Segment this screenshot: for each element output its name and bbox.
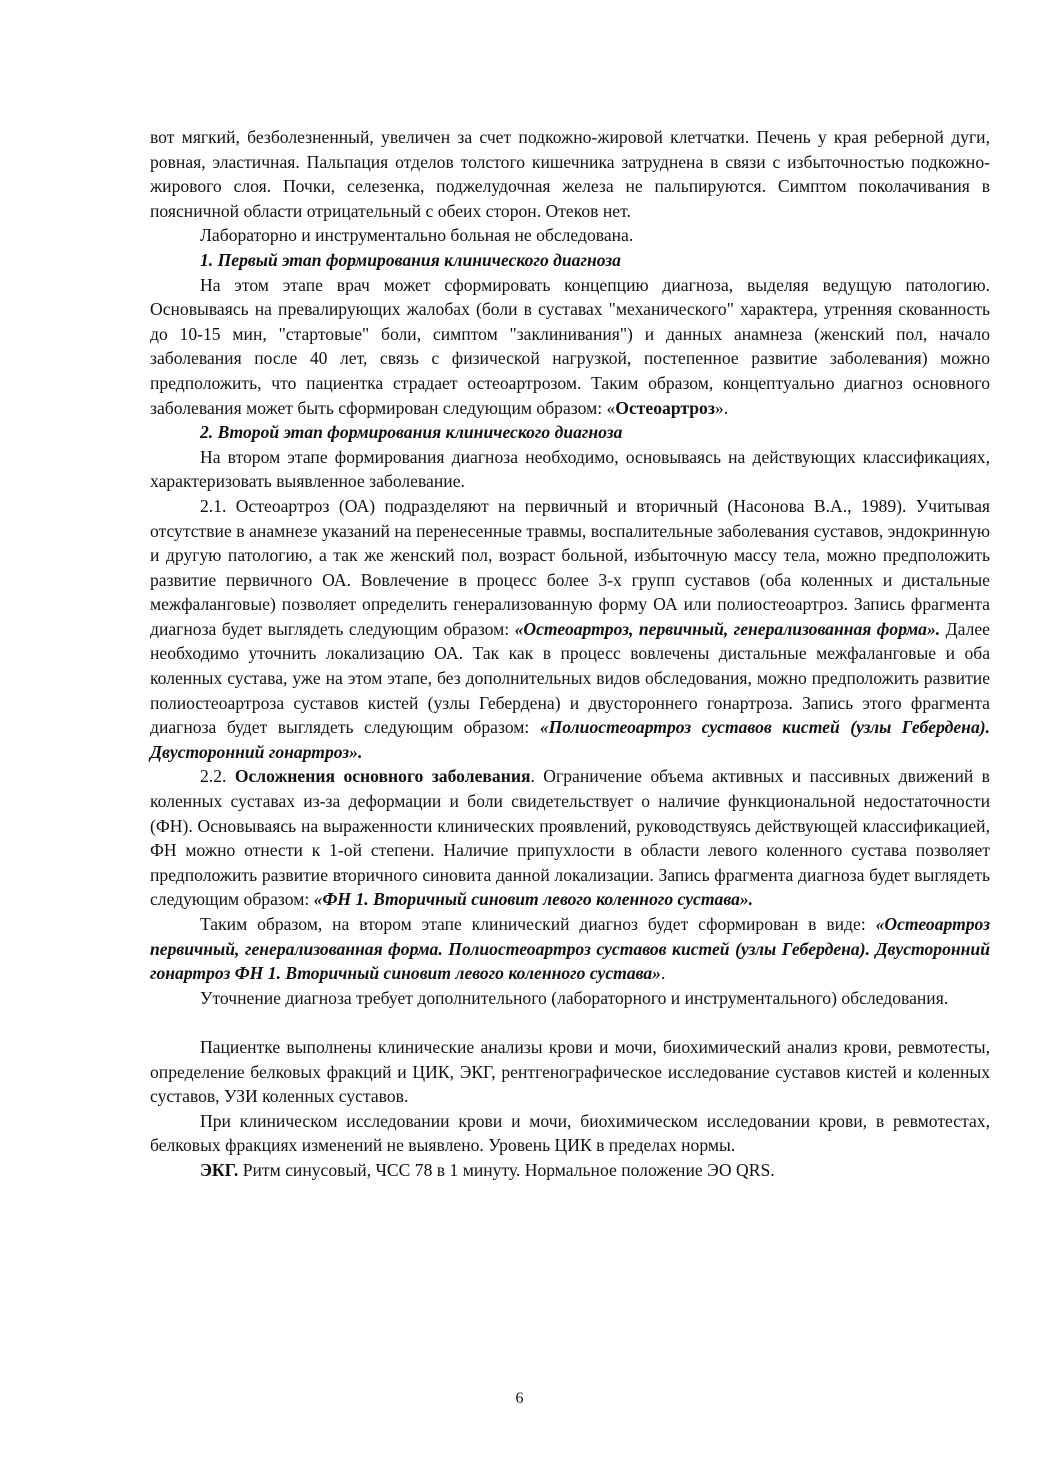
summary-end: .: [660, 963, 666, 984]
paragraph-stage-1: [150, 273, 990, 421]
p21-text-2: Далее необходимо уточнить локализацию ОА. Так как в процесс вовлечены дистальные межфаланговые и оба коленных сустава, уже на этом этапе, без дополнительных видов обследования, можно предположить развитие полиостеоартроза суставов кистей (узлы Гебердена) и двустороннего гонартроза. Запись этого фрагмента диагноза будет выглядеть следующим образом:: [150, 618, 990, 738]
paragraph-2-2: [150, 764, 990, 912]
paragraph-2-1: [150, 494, 990, 765]
summary-text: Таким образом, на втором этапе клинический диагноз будет сформирован в виде:: [200, 914, 876, 934]
heading-stage-1: 1. Первый этап формирования клинического диагноза: [200, 249, 621, 270]
stage-1-text: На этом этапе врач может сформировать концепцию диагноза, выделяя ведущую патологию. Основываясь на превалирующих жалобах (боли в суставах "механического" характера, утренняя скованность до 10-15 мин, "стартовые" боли, симптом "заклинивания") и данных анамнеза (женский пол, начало заболевания после 40 лет, связь с физической нагрузкой, постепенное развитие заболевания) можно предположить, что пациентка страдает остеоартрозом. Таким образом, концептуально диагноз основного заболевания может быть сформирован следующим образом: «: [150, 274, 990, 418]
p22-heading: Осложнения основного заболевания: [234, 766, 531, 787]
p22-diagnosis: «ФН 1. Вторичный синовит левого коленного сустава».: [313, 889, 754, 910]
p22-start: 2.2.: [200, 766, 235, 787]
summary-diagnosis: «Остеоартроз первичный, генерализованная форма. Полиостеоартроз суставов кистей (узлы Гебердена). Двусторонний гонартроз ФН 1. Вторичный синовит левого коленного сустава»: [150, 914, 990, 984]
page-number: 6: [515, 1390, 524, 1407]
stage-1-end: ».: [714, 397, 729, 418]
heading-stage-2: 2. Второй этап формирования клинического диагноза: [200, 422, 623, 443]
paragraph-tests-performed: Пациентке выполнены клинические анализы крови и мочи, биохимический анализ крови, ревмотесты, определение белковых фракций и ЦИК, ЭКГ, рентгенографическое исследование суставов кистей и коленных суставов, УЗИ коленных суставов.: [150, 1036, 990, 1107]
p22-text: . Ограничение объема активных и пассивных движений в коленных суставах из-за деформации и боли свидетельствует о наличие функциональной недостаточности (ФН). Основываясь на выраженности клинических проявлений, руководствуясь действующей классификацией, ФН можно отнести к 1-ой степени. Наличие припухлости в области левого коленного сустава позволяет предположить развитие вторичного синовита данной локализации. Запись фрагмента диагноза будет выглядеть следующим образом:: [150, 766, 990, 910]
spacer: [150, 1010, 990, 1035]
document-body: [150, 125, 990, 1183]
p21-diagnosis-2: «Полиостеоартроз суставов кистей (узлы Гебердена). Двусторонний гонартроз».: [150, 717, 990, 762]
paragraph-test-results: При клиническом исследовании крови и мочи, биохимическом исследовании крови, в ревмотестах, белковых фракциях изменений не выявлено. Уровень ЦИК в пределах нормы.: [150, 1110, 990, 1156]
ecg-label: ЭКГ.: [200, 1159, 239, 1180]
ecg-text: Ритм синусовый, ЧСС 78 в 1 минуту. Нормальное положение ЭО QRS.: [238, 1159, 775, 1180]
paragraph-exam: вот мягкий, безболезненный, увеличен за счет подкожно-жировой клетчатки. Печень у края реберной дуги, ровная, эластичная. Пальпация отделов толстого кишечника затруднена в связи с избыточностью подкожно-жирового слоя. Почки, селезенка, поджелудочная железа не пальпируются. Симптом поколачивания в поясничной области отрицательный с обеих сторон. Отеков нет.: [150, 127, 990, 221]
paragraph-lab-status: Лабораторно и инструментально больная не обследована.: [200, 225, 634, 246]
p21-text-1: 2.1. Остеоартроз (ОА) подразделяют на первичный и вторичный (Насонова В.А., 1989). Учитывая отсутствие в анамнезе указаний на перенесенные травмы, воспалительные заболевания суставов, эндокринную и другую патологию, а так же женский пол, возраст больной, избыточную массу тела, можно предположить развитие первичного ОА. Вовлечение в процесс более 3-х групп суставов (оба коленных и дистальные межфаланговые) позволяет определить генерализованную форму ОА или полиостеоартроз. Запись фрагмента диагноза будет выглядеть следующим образом:: [150, 495, 990, 639]
paragraph-stage-2-intro: На втором этапе формирования диагноза необходимо, основываясь на действующих классификациях, характеризовать выявленное заболевание.: [150, 446, 990, 492]
paragraph-ecg: [150, 1158, 990, 1183]
p21-diagnosis-1: «Остеоартроз, первичный, генерализованная форма».: [514, 618, 941, 639]
paragraph-clarification: Уточнение диагноза требует дополнительного (лабораторного и инструментального) обследования.: [200, 987, 949, 1008]
stage-1-diagnosis: Остеоартроз: [615, 397, 715, 418]
paragraph-summary: [150, 912, 990, 986]
